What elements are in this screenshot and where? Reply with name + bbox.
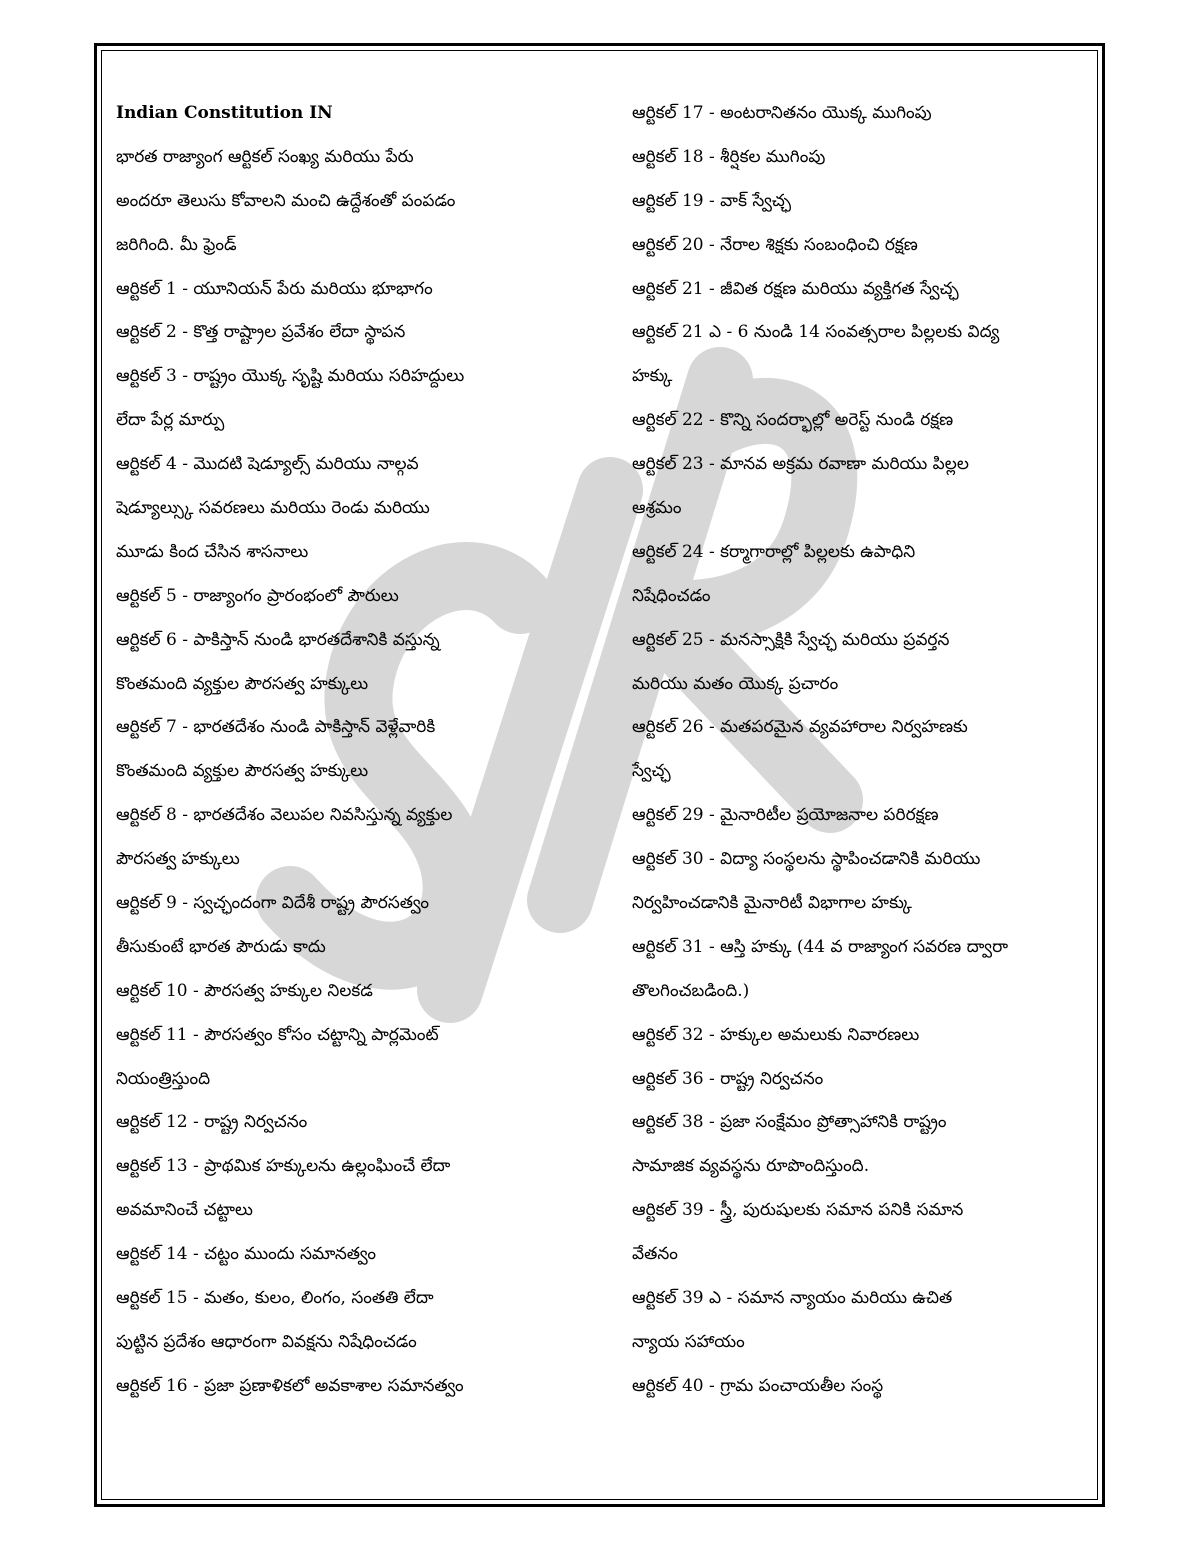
article-line: ఆర్టికల్ 13 - ప్రాథమిక హక్కులను ఉల్లంఘించే లేదా xyxy=(116,1156,451,1177)
article-line: తీసుకుంటే భారత పౌరుడు కాదు xyxy=(116,936,326,957)
article-line: ఆర్టికల్ 2 - కొత్త రాష్ట్రాల ప్రవేశం లేదా స్థాపన xyxy=(116,322,406,343)
article-line: ఆర్టికల్ 4 - మొదటి షెడ్యూల్స్ మరియు నాల్గవ xyxy=(116,454,419,475)
article-line: ఆర్టికల్ 31 - ఆస్తి హక్కు (44 వ రాజ్యాంగ సవరణ ద్వారా xyxy=(632,936,1009,957)
article-line: అవమానించే చట్టాలు xyxy=(116,1200,253,1221)
article-line: ఆర్టికల్ 1 - యూనియన్ పేరు మరియు భూభాగం xyxy=(116,278,433,299)
article-line: లేదా పేర్ల మార్పు xyxy=(116,410,225,431)
article-line: భారత రాజ్యాంగ ఆర్టికల్ సంఖ్య మరియు పేరు xyxy=(116,146,414,167)
article-line: తొలగించబడింది.) xyxy=(632,980,750,1001)
article-line: ఆర్టికల్ 21 - జీవిత రక్షణ మరియు వ్యక్తిగత స్వేచ్ఛ xyxy=(632,278,959,299)
article-line: మూడు కింద చేసిన శాసనాలు xyxy=(116,541,309,562)
article-line: హక్కు xyxy=(632,366,673,387)
article-line: పుట్టిన ప్రదేశం ఆధారంగా వివక్షను నిషేధించడం xyxy=(116,1331,417,1352)
article-line: వేతనం xyxy=(632,1244,678,1265)
article-line: జరిగింది. మీ ఫ్రెండ్ xyxy=(116,234,237,255)
article-line: ఆర్టికల్ 23 - మానవ అక్రమ రవాణా మరియు పిల్లల xyxy=(632,454,969,475)
article-line: ఆర్టికల్ 15 - మతం, కులం, లింగం, సంతతి లేదా xyxy=(116,1288,434,1309)
article-line: నిర్వహించడానికి మైనారిటీ విభాగాల హక్కు xyxy=(632,893,912,914)
article-line: ఆర్టికల్ 11 - పౌరసత్వం కోసం చట్టాన్ని పార్లమెంట్ xyxy=(116,1024,439,1045)
article-line: అందరూ తెలుసు కోవాలని మంచి ఉద్దేశంతో పంపడం xyxy=(116,190,456,211)
article-line: ఆర్టికల్ 17 - అంటరానితనం యొక్క ముగింపు xyxy=(632,103,932,123)
article-line: ఆర్టికల్ 19 - వాక్ స్వేచ్ఛ xyxy=(632,190,791,211)
article-line: ఆర్టికల్ 36 - రాష్ట్ర నిర్వచనం xyxy=(632,1068,824,1089)
left-column xyxy=(116,92,586,1409)
article-line: స్వేచ్ఛ xyxy=(632,761,671,782)
article-line: ఆర్టికల్ 12 - రాష్ట్ర నిర్వచనం xyxy=(116,1112,308,1133)
article-line: ఆర్టికల్ 29 - మైనారిటీల ప్రయోజనాల పరిరక్షణ xyxy=(632,805,939,826)
article-line: ఆర్టికల్ 30 - విద్యా సంస్థలను స్థాపించడానికి మరియు xyxy=(632,849,981,870)
article-line: ఆర్టికల్ 10 - పౌరసత్వ హక్కుల నిలకడ xyxy=(116,980,373,1001)
article-line: ఆర్టికల్ 32 - హక్కుల అమలుకు నివారణలు xyxy=(632,1024,920,1045)
article-line: ఆర్టికల్ 6 - పాకిస్తాన్ నుండి భారతదేశానికి వస్తున్న xyxy=(116,629,440,650)
article-line: న్యాయ సహాయం xyxy=(632,1331,745,1352)
document-heading: Indian Constitution IN xyxy=(116,103,333,123)
right-column xyxy=(632,92,1087,1409)
article-line: ఆర్టికల్ 8 - భారతదేశం వెలుపల నివసిస్తున్న వ్యక్తుల xyxy=(116,805,453,826)
article-line: ఆర్టికల్ 18 - శీర్షికల ముగింపు xyxy=(632,146,826,167)
article-line: ఆర్టికల్ 3 - రాష్ట్రం యొక్క సృష్టి మరియు సరిహద్దులు xyxy=(116,366,465,387)
article-line: పౌరసత్వ హక్కులు xyxy=(116,849,240,870)
article-line: ఆర్టికల్ 22 - కొన్ని సందర్భాల్లో అరెస్ట్ నుండి రక్షణ xyxy=(632,410,954,431)
article-line: ఆర్టికల్ 14 - చట్టం ముందు సమానత్వం xyxy=(116,1244,376,1265)
article-line: మరియు మతం యొక్క ప్రచారం xyxy=(632,673,839,694)
article-line: నియంత్రిస్తుంది xyxy=(116,1068,211,1089)
article-line: ఆర్టికల్ 38 - ప్రజా సంక్షేమం ప్రోత్సాహానికి రాష్ట్రం xyxy=(632,1112,947,1133)
article-line: ఆర్టికల్ 5 - రాజ్యాంగం ప్రారంభంలో పౌరులు xyxy=(116,585,399,606)
article-line: నిషేధించడం xyxy=(632,585,711,606)
article-line: ఆర్టికల్ 21 ఎ - 6 నుండి 14 సంవత్సరాల పిల్లలకు విద్య xyxy=(632,322,1000,343)
article-line: షెడ్యూల్స్కు సవరణలు మరియు రెండు మరియు xyxy=(116,498,430,519)
article-line: ఆర్టికల్ 26 - మతపరమైన వ్యవహారాల నిర్వహణకు xyxy=(632,717,968,738)
article-line: ఆర్టికల్ 40 - గ్రామ పంచాయతీల సంస్థ xyxy=(632,1375,884,1396)
article-line: సామాజిక వ్యవస్థను రూపొందిస్తుంది. xyxy=(632,1156,870,1177)
article-line: ఆర్టికల్ 24 - కర్మాగారాల్లో పిల్లలకు ఉపాధిని xyxy=(632,541,916,562)
article-line: ఆర్టికల్ 9 - స్వచ్ఛందంగా విదేశీ రాష్ట్ర పౌరసత్వం xyxy=(116,893,429,914)
article-line: ఆర్టికల్ 20 - నేరాల శిక్షకు సంబంధించి రక్షణ xyxy=(632,234,918,255)
article-line: ఆర్టికల్ 7 - భారతదేశం నుండి పాకిస్తాన్ వెళ్లేవారికి xyxy=(116,717,436,738)
article-line: ఆర్టికల్ 16 - ప్రజా ప్రణాళికలో అవకాశాల సమానత్వం xyxy=(116,1375,464,1396)
article-line: ఆర్టికల్ 25 - మనస్సాక్షికి స్వేచ్ఛ మరియు ప్రవర్తన xyxy=(632,629,950,650)
article-line: ఆశ్రమం xyxy=(632,498,682,519)
article-line: ఆర్టికల్ 39 ఎ - సమాన న్యాయం మరియు ఉచిత xyxy=(632,1288,953,1309)
article-line: కొంతమంది వ్యక్తుల పౌరసత్వ హక్కులు xyxy=(116,673,369,694)
article-line: ఆర్టికల్ 39 - స్త్రీ, పురుషులకు సమాన పనికి సమాన xyxy=(632,1200,964,1221)
article-line: కొంతమంది వ్యక్తుల పౌరసత్వ హక్కులు xyxy=(116,761,369,782)
